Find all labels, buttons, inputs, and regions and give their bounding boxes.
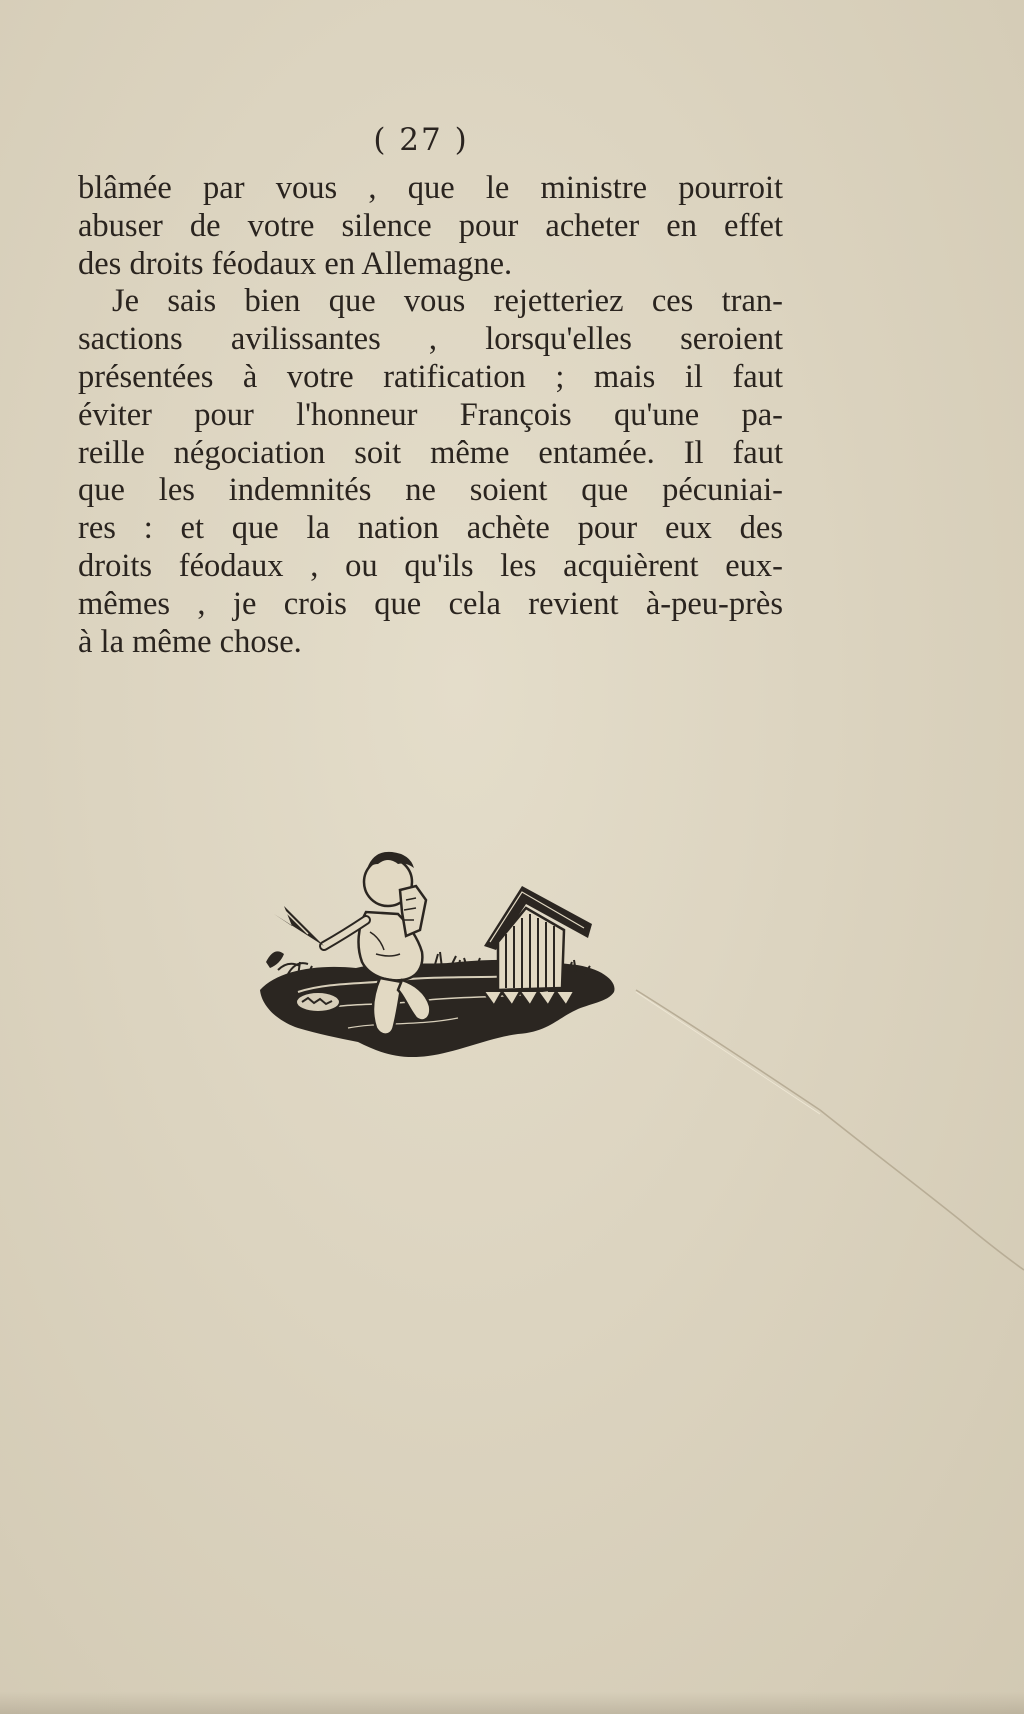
text-line: présentées à votre ratification ; mais il faut bbox=[78, 358, 783, 395]
text-line: blâmée par vous , que le ministre pourroit bbox=[78, 170, 783, 206]
page-edge bbox=[0, 1692, 1024, 1714]
text-line: des droits féodaux en Allemagne. bbox=[78, 245, 513, 282]
text-line: que les indemnités ne soient que pécuniai- bbox=[78, 472, 783, 509]
text-line: mêmes , je crois que cela revient à-peu-près bbox=[78, 585, 783, 622]
text-line: sactions avilissantes , lorsqu'elles seroient bbox=[78, 321, 783, 358]
text-line: droits féodaux , ou qu'ils les acquièrent eux- bbox=[78, 547, 783, 584]
woodcut-vignette-icon bbox=[258, 842, 620, 1082]
text-line: res : et que la nation achète pour eux des bbox=[78, 510, 783, 547]
text-line: éviter pour l'honneur François qu'une pa- bbox=[78, 396, 783, 433]
page-number: ( 27 ) bbox=[373, 122, 469, 158]
text-line: Je sais bien que vous rejetteriez ces tran- bbox=[112, 283, 783, 320]
text-line: abuser de votre silence pour acheter en effet bbox=[78, 207, 783, 244]
text-line: à la même chose. bbox=[78, 623, 302, 660]
text-line: reille négociation soit même entamée. Il faut bbox=[78, 434, 783, 471]
body-text bbox=[78, 170, 783, 661]
